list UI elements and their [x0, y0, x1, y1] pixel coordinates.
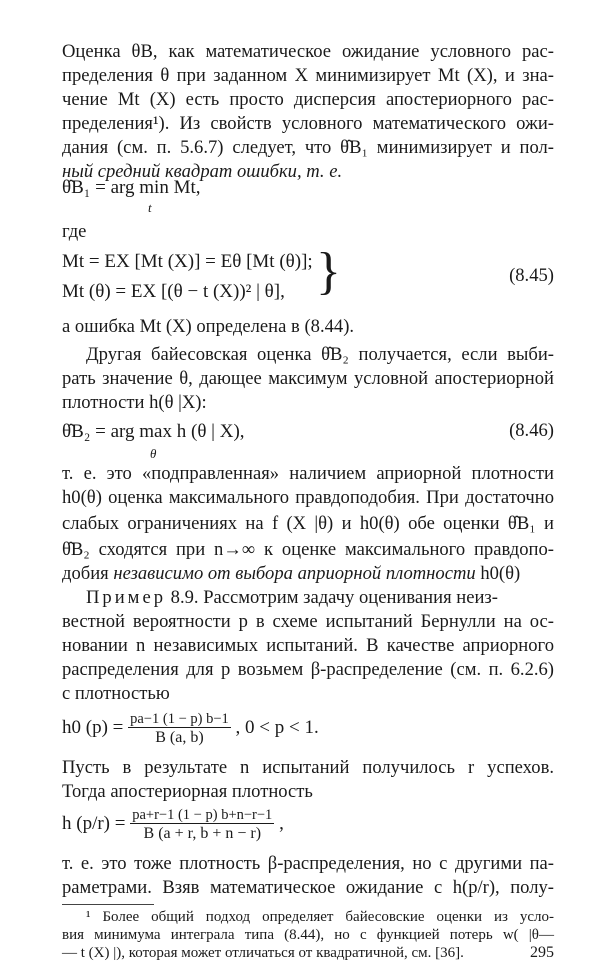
text-span: h0(θ) [475, 563, 521, 584]
equation-number: (8.46) [509, 420, 554, 441]
equation-posterior [62, 804, 554, 844]
footnote-rule [62, 904, 154, 905]
text-line: т. е. это «подправленная» наличием априорной плотности [62, 463, 554, 484]
equation-tail: , [279, 813, 284, 834]
equation-beta-density [62, 708, 554, 748]
equation-argmax: θ̂B₂ = arg max h (θ | X), [62, 421, 245, 442]
equation-line: Mt (θ) = EX [(θ − t (X))² | θ], [62, 281, 285, 302]
text-span: 8.9. Рассмотрим задачу оценивания неиз- [166, 587, 498, 608]
fraction-denominator: B (a + r, b + n − r) [143, 824, 262, 842]
text-line [62, 562, 554, 586]
equation-lhs: h0 (p) = [62, 717, 124, 738]
text-line: новании n независимых испытаний. В качестве априорного [62, 635, 554, 656]
right-brace: } [316, 243, 341, 300]
text-span: добия [62, 563, 114, 584]
text-line: пределения¹). Из свойств условного математического ожи- [62, 113, 554, 134]
fraction-numerator: pa+r−1 (1 − p) b+n−r−1 [132, 806, 273, 823]
fraction-denominator: B (a, b) [155, 728, 204, 746]
example-label: Пример [86, 587, 166, 608]
equation-lhs: h (p/r) = [62, 813, 126, 834]
equation-argmin: θ̂B₁ = arg min Mt, [62, 177, 201, 198]
equation-number: (8.45) [509, 265, 554, 286]
text-line: чение Mt (X) есть просто дисперсия апостериорного рас- [62, 89, 554, 110]
fraction [128, 711, 231, 747]
text-line: где [62, 221, 87, 242]
text-line: вестной вероятности p в схеме испытаний Бернулли на ос- [62, 611, 554, 632]
equation-line: Mt = EX [Mt (X)] = Eθ [Mt (θ)]; [62, 251, 313, 272]
text-line: рать значение θ, дающее максимум условной апостериорной [62, 368, 554, 389]
page-number: 295 [530, 944, 554, 961]
footnote-line: ¹ Более общий подход определяет байесовские оценки из усло- [86, 909, 554, 925]
fraction [130, 807, 274, 843]
text-line: с плотностью [62, 683, 170, 704]
text-line: пределения θ при заданном X минимизирует Mt (X), и зна- [62, 65, 554, 86]
equation-subscript: θ [150, 446, 157, 461]
fraction-numerator: pa−1 (1 − p) b−1 [130, 710, 229, 727]
text-line: Тогда апостериорная плотность [62, 781, 313, 802]
text-line: плотности h(θ |X): [62, 392, 207, 413]
text-line: θ̂B₂ сходятся при n→∞ к оценке максимального правдопо- [62, 539, 554, 560]
emphasis-text: независимо от выбора априорной плотности [113, 563, 476, 584]
equation-subscript: t [148, 200, 152, 215]
text-line: распределения для p возьмем β-распределение (см. п. 6.2.6) [62, 659, 554, 680]
footnote-line: — t (X) |), которая может отличаться от квадратичной, см. [36]. [62, 945, 464, 961]
example-first-line [86, 586, 554, 610]
equation-tail: , 0 < p < 1. [235, 717, 319, 738]
text-line: h0(θ) оценка максимального правдоподобия. При достаточно [62, 487, 554, 508]
text-line: Пусть в результате n испытаний получилось r успехов. [62, 757, 554, 778]
text-line: т. е. это тоже плотность β-распределения, но с другими па- [62, 853, 554, 874]
text-line: Другая байесовская оценка θ̂B₂ получается, если выби- [86, 344, 554, 365]
text-line: слабых ограничениях на f (X |θ) и h0(θ) обе оценки θ̂B₁ и [62, 513, 554, 534]
text-line: раметрами. Взяв математическое ожидание с h(p/r), полу- [62, 877, 554, 898]
footnote-line: вия минимума интеграла типа (8.44), но с функцией потерь w( |θ— [62, 927, 554, 943]
text-line: Оценка θB, как математическое ожидание условного рас- [62, 41, 554, 62]
text-line: а ошибка Mt (X) определена в (8.44). [62, 316, 355, 337]
text-line: ный средний квадрат ошибки, т. е. [62, 161, 343, 182]
text-line: дания (см. п. 5.6.7) следует, что θ̂B₁ минимизирует и пол- [62, 137, 554, 158]
